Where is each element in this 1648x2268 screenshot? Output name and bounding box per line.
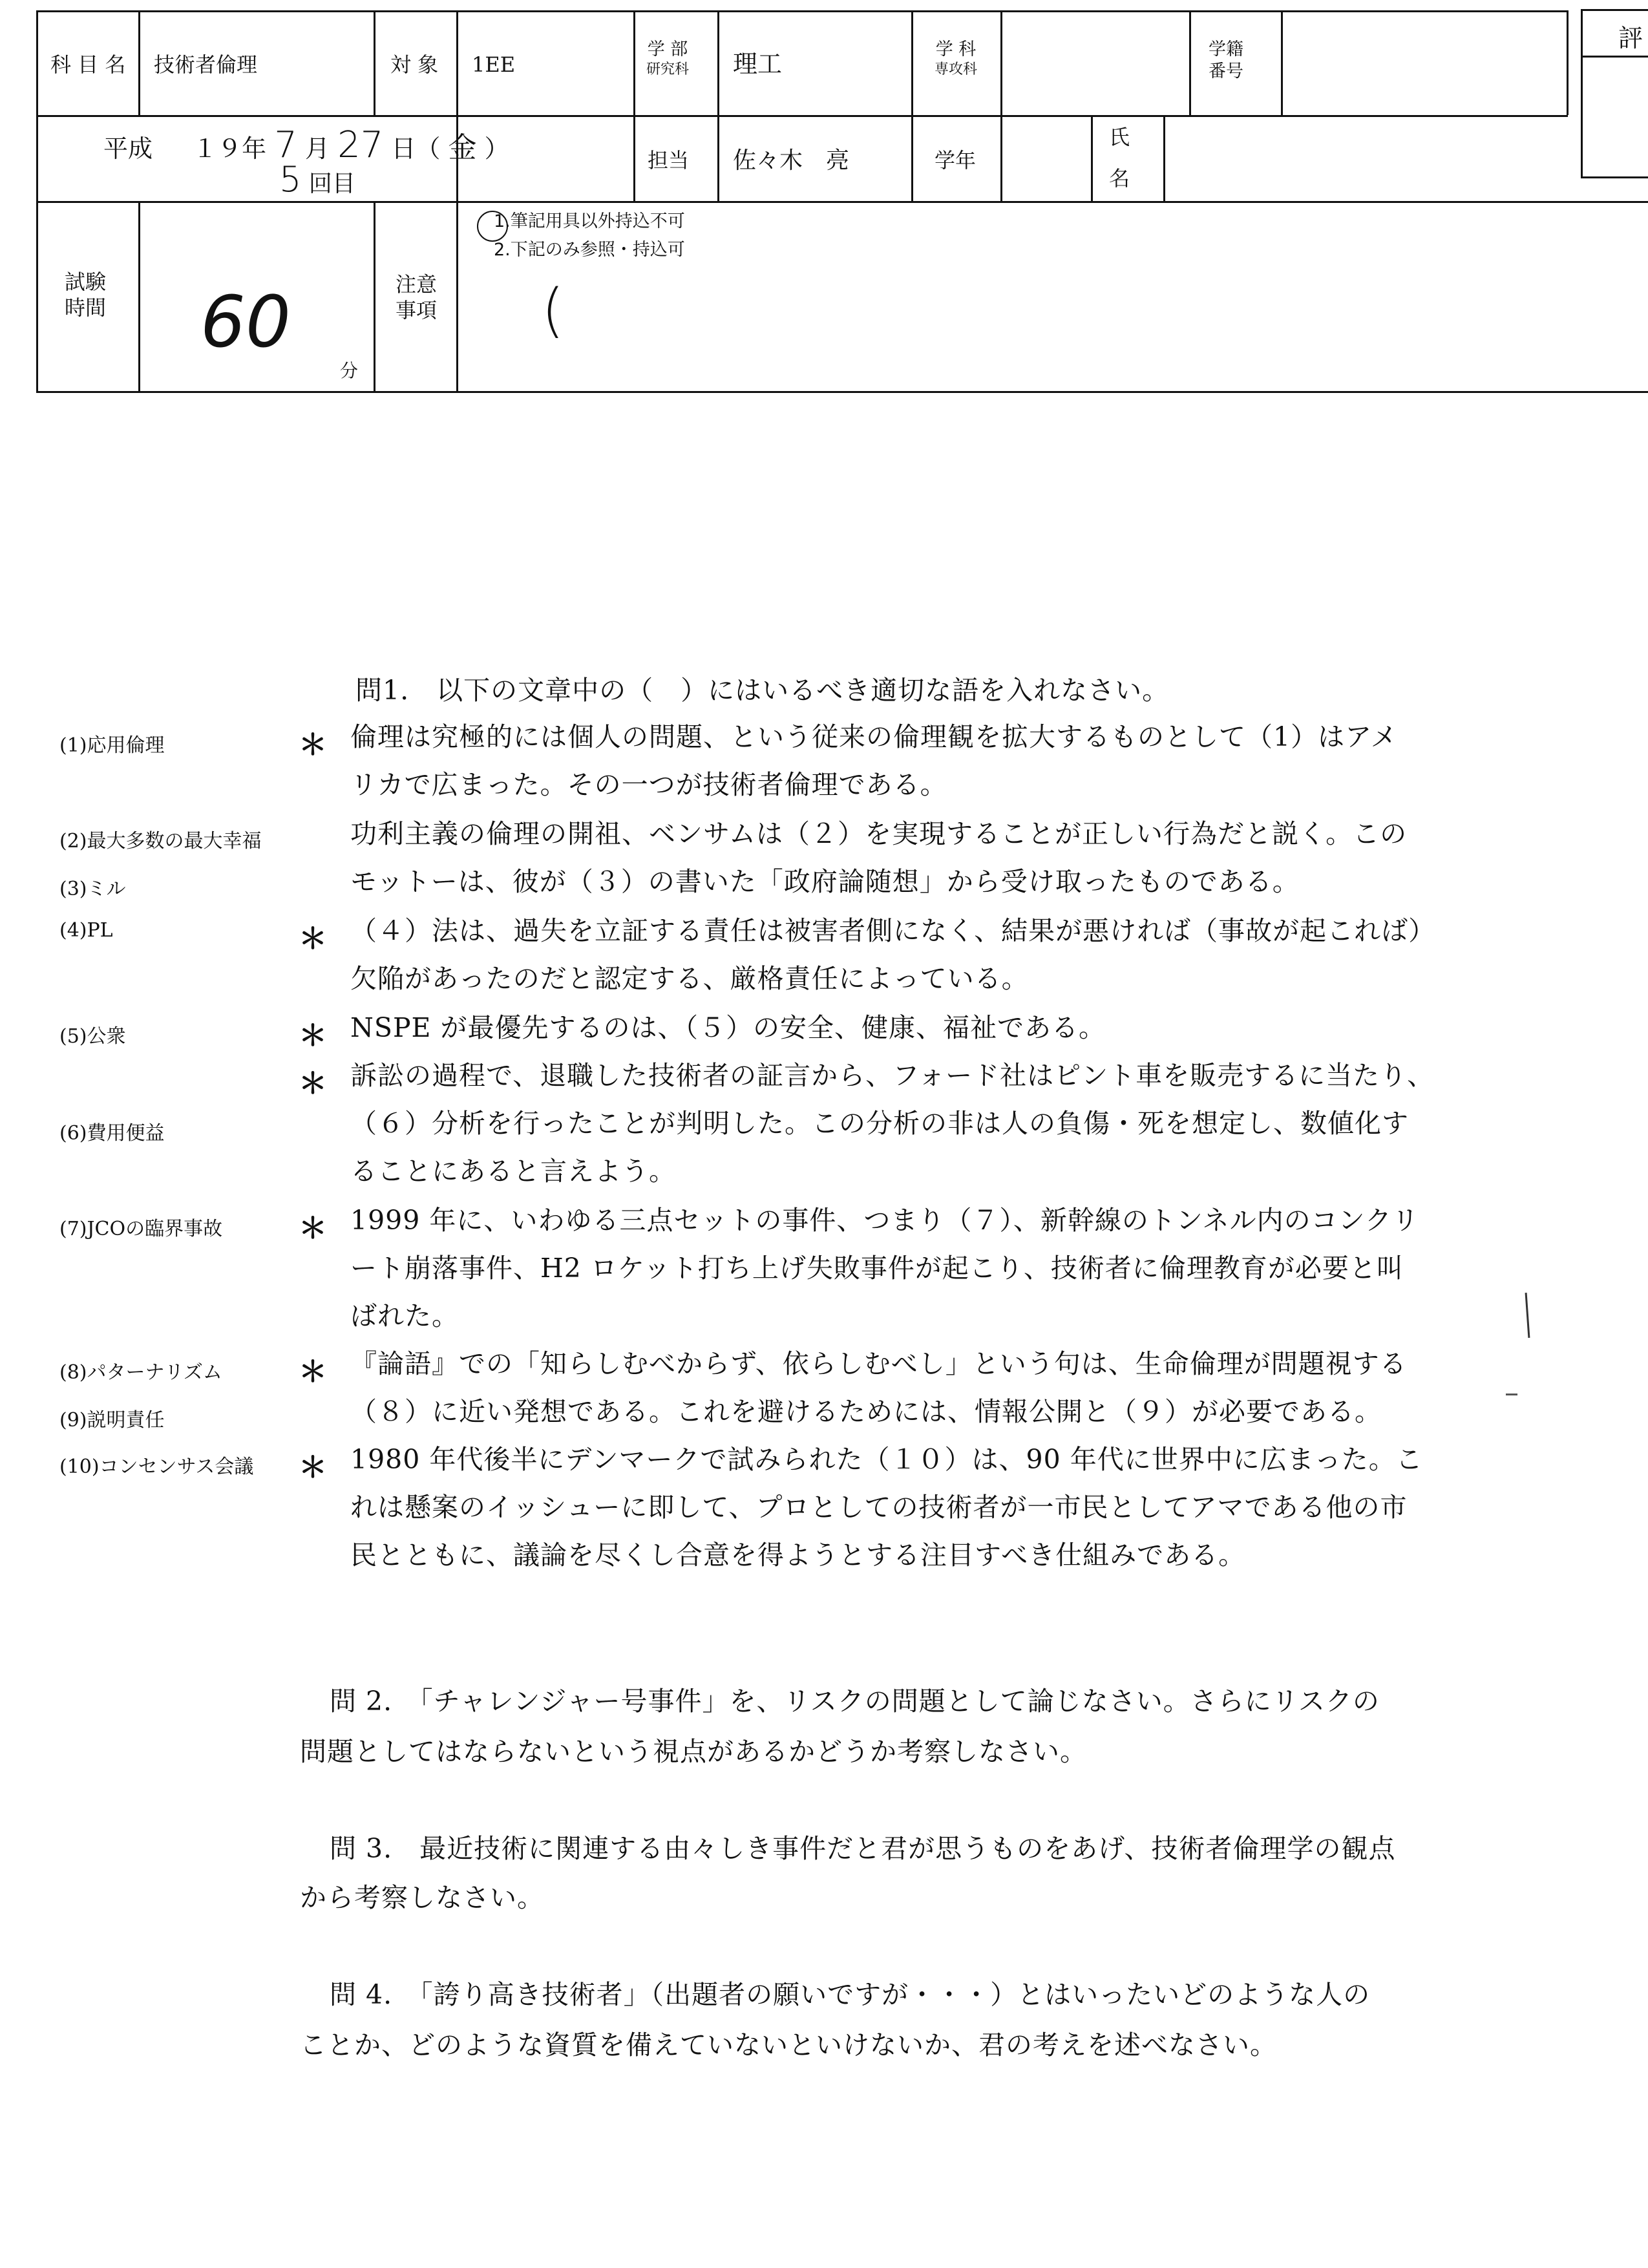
department-label: 学 科 専攻科 [935, 39, 978, 78]
answer-2: (2)最大多数の最大幸福 [59, 830, 262, 853]
session-number: 5 回目 [279, 159, 355, 200]
answer-8: (8)パターナリズム [59, 1361, 222, 1384]
q1-line: れは懸案のイッシューに即して、プロとしての技術者が一市民としてアマである他の市 [350, 1492, 1408, 1523]
answer-6: (6)費用便益 [59, 1122, 165, 1145]
q1-line: 1980 年代後半にデンマークで試みられた（１０）は、90 年代に世界中に広まった。こ [350, 1444, 1423, 1475]
q1-line: （６）分析を行ったことが判明した。この分析の非は人の負傷・死を想定し、数値化す [350, 1108, 1409, 1139]
q1-line: 倫理は究極的には個人の問題、という従来の倫理観を拡大するものとして（1）はアメ [350, 721, 1398, 752]
answer-3: (3)ミル [59, 878, 126, 900]
target-label: 対 象 [390, 52, 439, 77]
answer-7: (7)JCOの臨界事故 [59, 1218, 223, 1240]
year-label: 学年 [935, 148, 977, 173]
q1-line: 『論語』での「知らしむべからず、依らしむべし」という句は、生命倫理が問題視する [350, 1348, 1407, 1379]
faculty-value: 理工 [733, 50, 783, 78]
star-marker: ＊ [299, 728, 327, 761]
teacher-label: 担当 [648, 148, 690, 173]
q1-line: 訴訟の過程で、退職した技術者の証言から、フォード社はピント車を販売するに当たり、 [350, 1060, 1435, 1091]
answer-9: (9)説明責任 [59, 1409, 165, 1432]
answer-1: (1)応用倫理 [59, 734, 165, 757]
q1-line: 功利主義の倫理の開祖、ベンサムは（２）を実現することが正しい行為だと説く。この [350, 818, 1408, 849]
faculty-label: 学 部 研究科 [646, 39, 690, 78]
scan-mark [1506, 1394, 1517, 1395]
handwritten-session: 5 [279, 159, 302, 200]
time-label: 試験 時間 [65, 270, 107, 320]
q3-line: から考察しなさい。 [300, 1882, 544, 1913]
handwritten-weekday: 金 [448, 131, 477, 164]
answer-5: (5)公衆 [59, 1025, 126, 1048]
subject-value: 技術者倫理 [154, 52, 258, 77]
q1-line: ばれた。 [350, 1300, 459, 1331]
teacher-value: 佐々木 亮 [733, 147, 850, 174]
q1-title: 問1. 以下の文章中の（ ）にはいるべき適切な語を入れなさい。 [355, 675, 1170, 706]
exam-date: 平成 １９年 7 月 27 日（ 金 ） [103, 124, 509, 166]
note-bracket: ( [542, 277, 565, 344]
answer-10: (10)コンセンサス会議 [59, 1456, 254, 1478]
note-1: 1.筆記用具以外持込不可 [494, 211, 685, 231]
answer-4: (4)PL [59, 919, 113, 942]
star-marker: ＊ [299, 1355, 327, 1388]
time-unit: 分 [340, 360, 359, 381]
q2-line: 問題としてはならないという視点があるかどうか考察しなさい。 [300, 1736, 1087, 1767]
q1-line: 民とともに、議論を尽くし合意を得ようとする注目すべき仕組みである。 [350, 1540, 1246, 1571]
grade-label: 評 [1618, 24, 1643, 52]
name-label: 氏 名 [1109, 125, 1130, 191]
q3-line: 問 3. 最近技術に関連する由々しき事件だと君が思うものをあげ、技術者倫理学の観点 [330, 1833, 1396, 1864]
handwritten-day: 27 [337, 124, 384, 166]
note-2: 2.下記のみ参照・持込可 [494, 240, 685, 260]
q4-line: 問 4. 「誇り高き技術者」（出題者の願いですが・・・）とはいったいどのような人の [330, 1979, 1371, 2010]
handwritten-month: 7 [274, 124, 297, 166]
q1-line: NSPE が最優先するのは、（５）の安全、健康、福祉である。 [350, 1012, 1106, 1043]
student-number-label: 学籍 番号 [1209, 39, 1243, 81]
star-marker: ＊ [299, 922, 327, 955]
time-value-handwritten: 60 [200, 281, 291, 363]
q1-line: リカで広まった。その一つが技術者倫理である。 [350, 769, 947, 800]
star-marker: ＊ [299, 1019, 327, 1052]
q1-line: ート崩落事件、H2 ロケット打ち上げ失敗事件が起こり、技術者に倫理教育が必要と叫 [350, 1253, 1404, 1284]
q1-line: 欠陥があったのだと認定する、厳格責任によっている。 [350, 963, 1029, 994]
q2-line: 問 2. 「チャレンジャー号事件」を、リスクの問題として論じなさい。さらにリスクの [330, 1686, 1380, 1717]
q1-line: モットーは、彼が（３）の書いた「政府論随想」から受け取ったものである。 [350, 866, 1300, 897]
q1-line: 1999 年に、いわゆる三点セットの事件、つまり（７）、新幹線のトンネル内のコンクリ [350, 1205, 1419, 1236]
star-marker: ＊ [299, 1212, 327, 1245]
target-value: 1EE [472, 52, 516, 77]
q1-line: （４）法は、過失を立証する責任は被害者側になく、結果が悪ければ（事故が起これば） [350, 915, 1436, 946]
star-marker: ＊ [299, 1067, 327, 1100]
q1-line: （８）に近い発想である。これを避けるためには、情報公開と（９）が必要である。 [350, 1396, 1382, 1427]
q1-line: ることにあると言えよう。 [350, 1156, 676, 1187]
scan-mark [1525, 1293, 1530, 1338]
subject-label: 科 目 名 [50, 52, 126, 77]
notes-label: 注意 事項 [396, 272, 438, 323]
q4-line: ことか、どのような資質を備えていないといけないか、君の考えを述べなさい。 [300, 2030, 1277, 2061]
star-marker: ＊ [299, 1451, 327, 1484]
